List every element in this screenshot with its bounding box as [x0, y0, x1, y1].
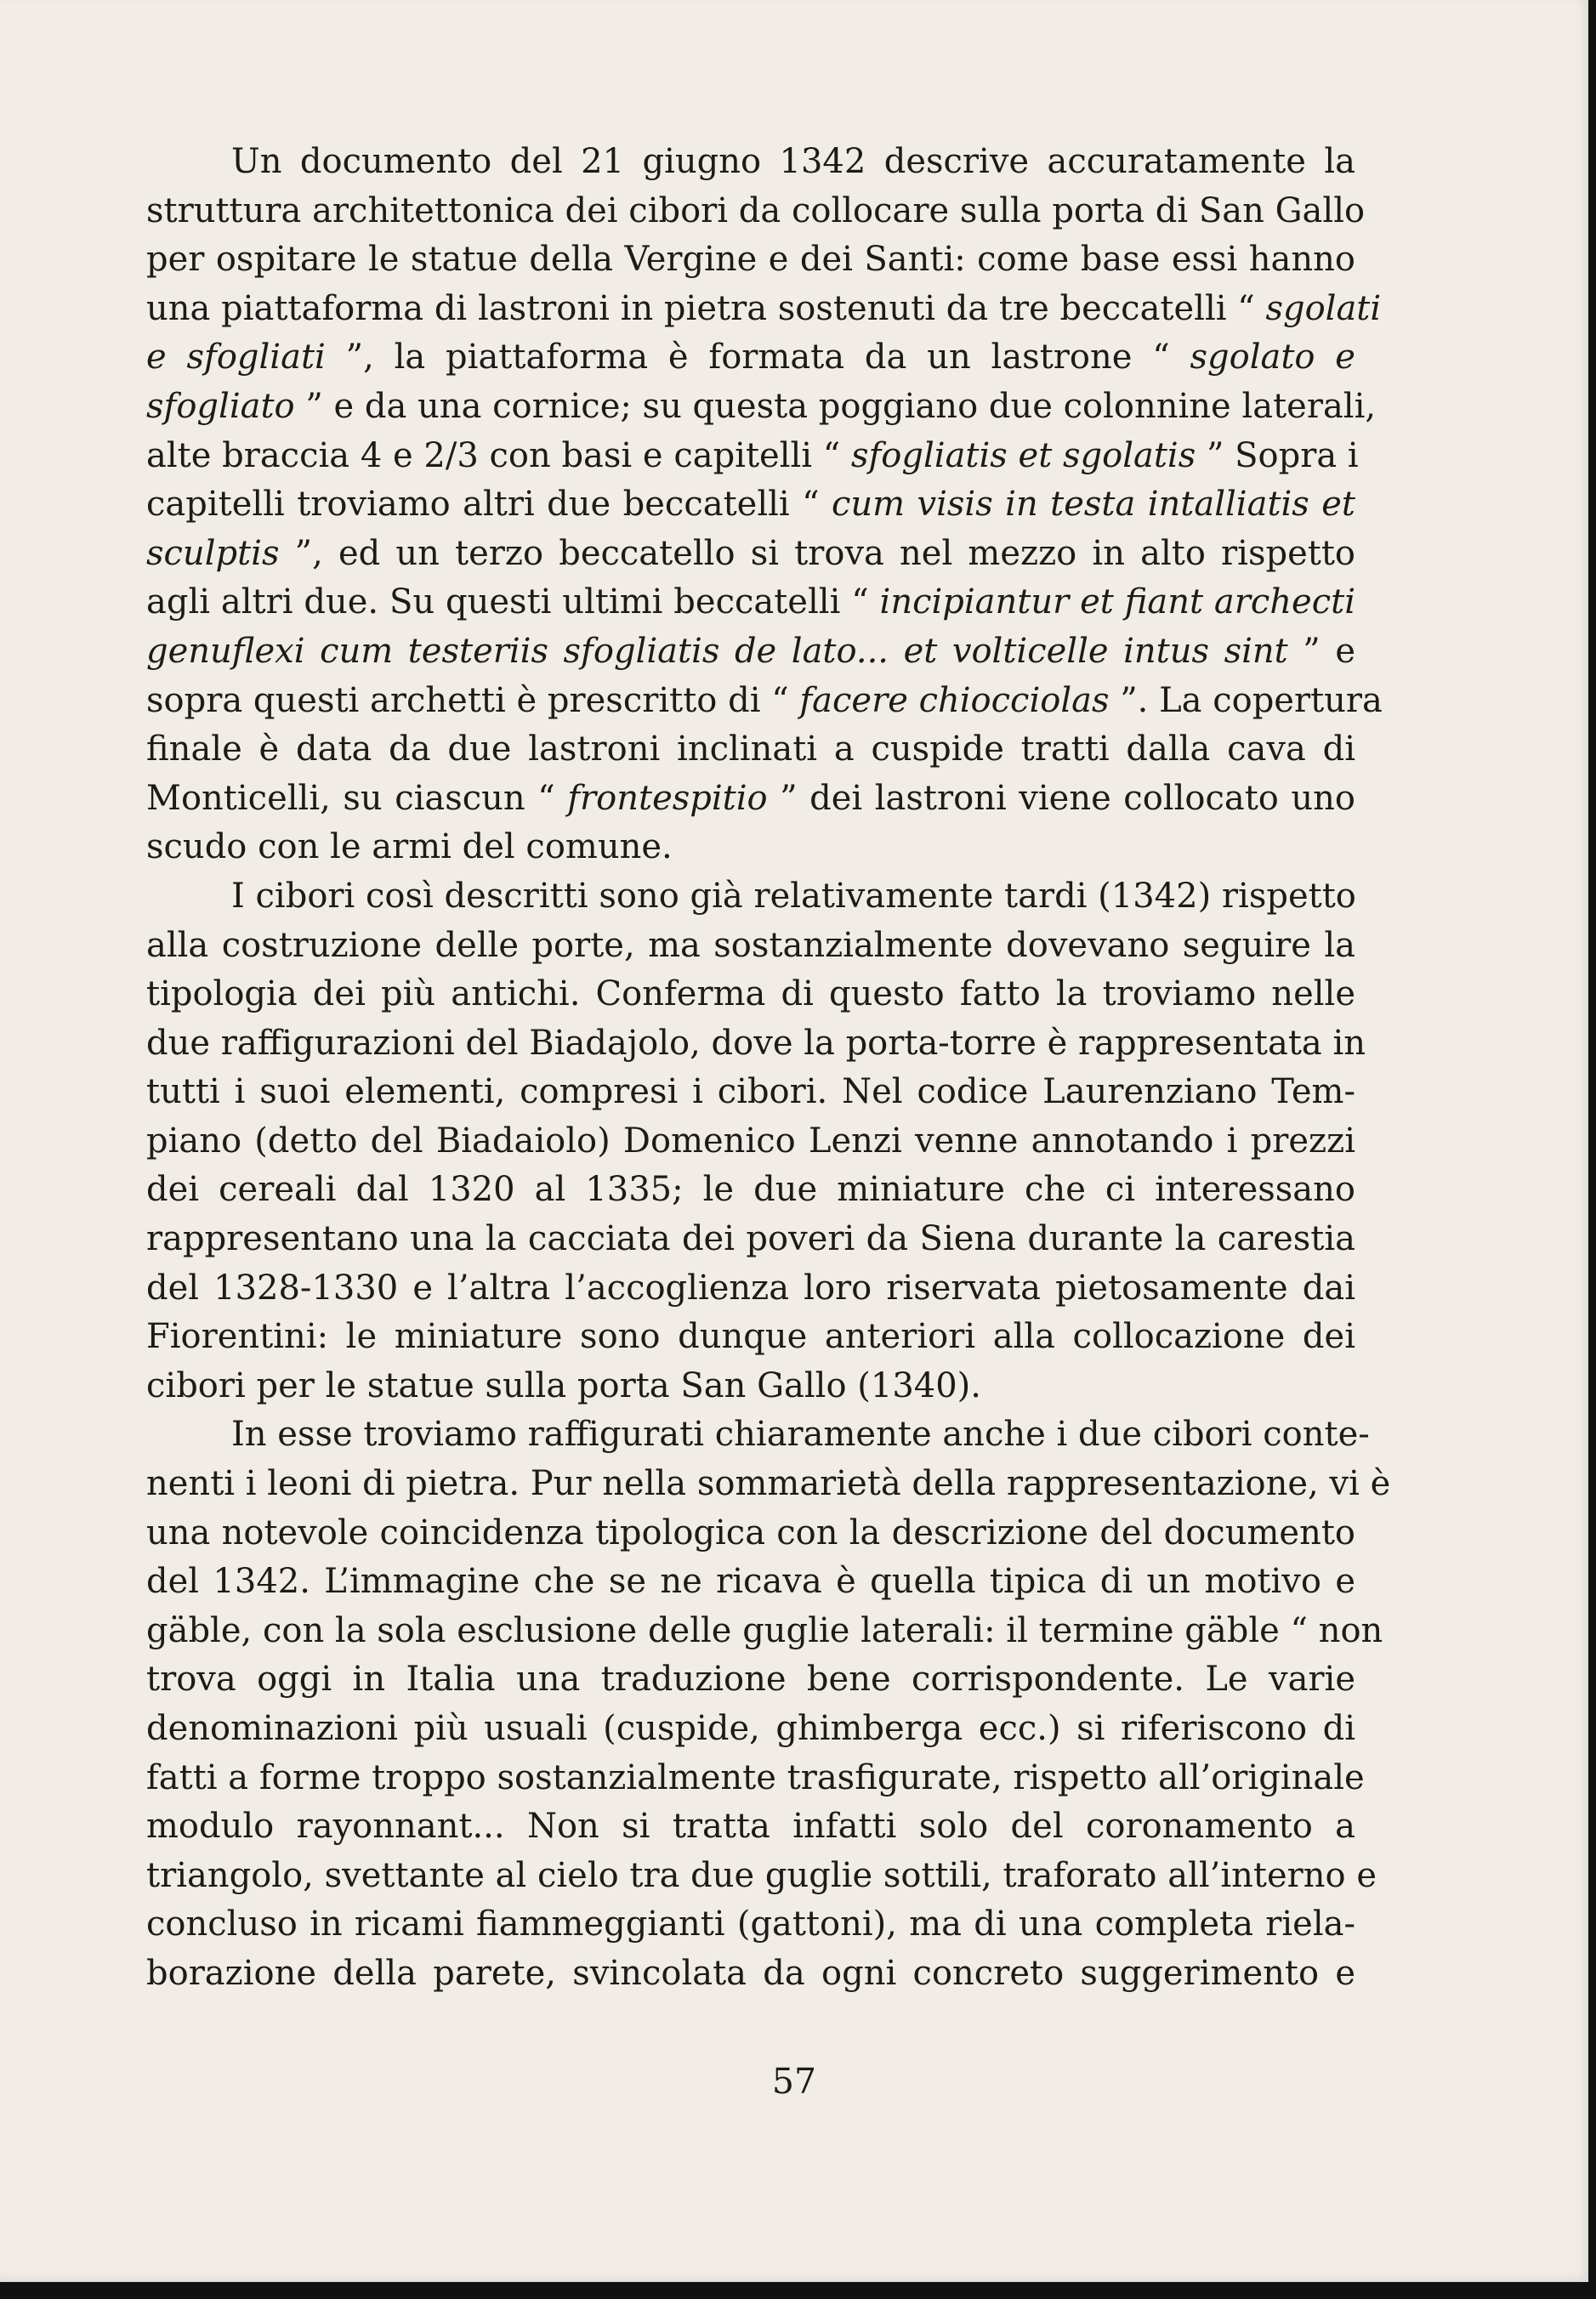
text-run: cibori per le statue sulla porta San Gallo (1340).: [146, 1365, 981, 1405]
italic-quote: facere chiocciolas: [799, 680, 1110, 720]
text-line: [146, 775, 1355, 824]
text-line: [146, 970, 1355, 1019]
text-line: [146, 1264, 1355, 1314]
italic-quote: sculptis: [146, 533, 280, 573]
italic-quote: sgolato e: [1190, 338, 1355, 377]
text-run: una notevole coincidenza tipologica con la descrizione del documento: [146, 1513, 1355, 1553]
text-line: [146, 922, 1355, 971]
text-line: [146, 1950, 1355, 1999]
text-run: capitelli troviamo altri due beccatelli “: [146, 485, 832, 525]
italic-quote: frontespitio: [567, 778, 768, 818]
text-line: [146, 1215, 1355, 1264]
text-line: [146, 480, 1355, 530]
text-line: [146, 333, 1355, 383]
text-line: [146, 1655, 1355, 1705]
text-run: dei cereali dal 1320 al 1335; le due miniature che ci interessano: [146, 1170, 1355, 1210]
text-line: [146, 383, 1377, 432]
text-run: piano (detto del Biadaiolo) Domenico Lenzi venne annotando i prezzi: [146, 1121, 1355, 1161]
text-run: ” e: [1287, 631, 1355, 671]
text-line: [146, 1607, 1383, 1656]
text-run: del 1342. L’immagine che se ne ricava è quella tipica di un motivo e: [146, 1562, 1355, 1602]
text-run: per ospitare le statue della Vergine e dei Santi: come base essi hanno: [146, 240, 1355, 280]
text-run: alte braccia 4 e 2/3 con basi e capitelli “: [146, 435, 851, 475]
text-line: [146, 1509, 1355, 1558]
text-run: scudo con le armi del comune.: [146, 827, 673, 867]
text-run: rappresentano una la cacciata dei poveri da Siena durante la carestia: [146, 1219, 1355, 1259]
text-line: [146, 1802, 1355, 1852]
text-run: struttura architettonica dei cibori da collocare sulla porta di San Gallo: [146, 190, 1366, 230]
text-line: [146, 1460, 1391, 1509]
text-line: [146, 138, 1355, 187]
text-run: sopra questi archetti è prescritto di “: [146, 680, 800, 720]
text-line: [146, 432, 1359, 481]
text-line: [146, 1411, 1370, 1460]
text-run: agli altri due. Su questi ultimi beccatelli “: [146, 582, 880, 622]
text-line: [146, 1362, 1355, 1411]
paragraph: [146, 1411, 1391, 1998]
text-run: alla costruzione delle porte, ma sostanzialmente dovevano seguire la: [146, 925, 1355, 965]
text-line: [146, 823, 1355, 872]
text-run: I cibori così descritti sono già relativamente tardi (1342) rispetto: [231, 876, 1356, 916]
text-line: [146, 285, 1382, 334]
text-run: ”, ed un terzo beccatello si trova nel mezzo in alto rispetto: [279, 533, 1355, 573]
italic-quote: cum visis in testa intalliatis et: [831, 485, 1355, 525]
paragraph: [146, 138, 1383, 872]
italic-quote: sfogliatis et sgolatis: [850, 435, 1196, 475]
text-line: [146, 236, 1355, 285]
italic-quote: incipiantur et fiant archecti: [879, 582, 1356, 622]
text-run: del 1328-1330 e l’altra l’accoglienza loro riservata pietosamente dai: [146, 1268, 1355, 1308]
text-line: [146, 1852, 1377, 1901]
text-line: [146, 627, 1355, 677]
text-run: tutti i suoi elementi, compresi i cibori. Nel codice Laurenziano Tem-: [146, 1072, 1355, 1112]
text-run: gäble, con la sola esclusione delle guglie laterali: il termine gäble “ non: [146, 1610, 1383, 1650]
text-run: triangolo, svettante al cielo tra due guglie sottili, traforato all’interno e: [146, 1855, 1377, 1895]
text-run: tipologia dei più antichi. Conferma di questo fatto la troviamo nelle: [146, 974, 1355, 1014]
text-line: [146, 1558, 1355, 1607]
text-run: modulo rayonnant... Non si tratta infatti solo del coronamento a: [146, 1807, 1355, 1847]
text-run: finale è data da due lastroni inclinati a cuspide tratti dalla cava di: [146, 729, 1355, 769]
text-run: due raffigurazioni del Biadajolo, dove la porta-torre è rappresentata in: [146, 1023, 1366, 1063]
text-line: [146, 1068, 1355, 1117]
text-run: ”. La copertura: [1109, 680, 1383, 720]
text-run: Monticelli, su ciascun “: [146, 778, 568, 818]
italic-quote: sgolati: [1265, 288, 1382, 328]
text-run: una piattaforma di lastroni in pietra sostenuti da tre beccatelli “: [146, 288, 1266, 328]
text-run: In esse troviamo raffigurati chiaramente anche i due cibori conte-: [231, 1415, 1370, 1455]
paragraph: [146, 872, 1366, 1411]
italic-quote: sfogliato: [146, 386, 295, 426]
text-run: fatti a forme troppo sostanzialmente trasfigurate, rispetto all’originale: [146, 1757, 1365, 1797]
text-line: [146, 872, 1355, 922]
text-run: ” Sopra i: [1196, 435, 1359, 475]
text-line: [146, 1117, 1355, 1167]
text-line: [146, 677, 1383, 726]
text-run: Fiorentini: le miniature sono dunque anteriori alla collocazione dei: [146, 1317, 1355, 1357]
text-run: ”, la piattaforma è formata da un lastrone “: [325, 338, 1190, 377]
text-line: [146, 1754, 1365, 1803]
text-line: [146, 1705, 1355, 1754]
text-line: [146, 1313, 1355, 1362]
text-line: [146, 725, 1355, 775]
text-run: ” e da una cornice; su questa poggiano due colonnine laterali,: [294, 386, 1377, 426]
text-run: nenti i leoni di pietra. Pur nella sommarietà della rappresentazione, vi è: [146, 1464, 1391, 1504]
text-run: trova oggi in Italia una traduzione bene corrispondente. Le varie: [146, 1660, 1355, 1700]
text-run: denominazioni più usuali (cuspide, ghimberga ecc.) si riferiscono di: [146, 1709, 1355, 1748]
text-line: [146, 578, 1355, 627]
italic-quote: genuflexi cum testeriis sfogliatis de lato... et volticelle intus sint: [146, 631, 1288, 671]
text-line: [146, 187, 1366, 236]
italic-quote: e sfogliati: [146, 338, 326, 377]
text-line: [146, 530, 1355, 579]
text-run: ” dei lastroni viene collocato uno: [767, 778, 1355, 818]
text-line: [146, 1166, 1355, 1215]
text-run: borazione della parete, svincolata da ogni concreto suggerimento e: [146, 1953, 1355, 1993]
body-text: [146, 138, 1391, 1999]
page-number: 57: [771, 2061, 817, 2102]
text-run: concluso in ricami fiammeggianti (gattoni), ma di una completa riela-: [146, 1904, 1355, 1944]
text-run: Un documento del 21 giugno 1342 descrive accuratamente la: [231, 142, 1355, 181]
text-line: [146, 1019, 1366, 1069]
text-line: [146, 1900, 1355, 1950]
